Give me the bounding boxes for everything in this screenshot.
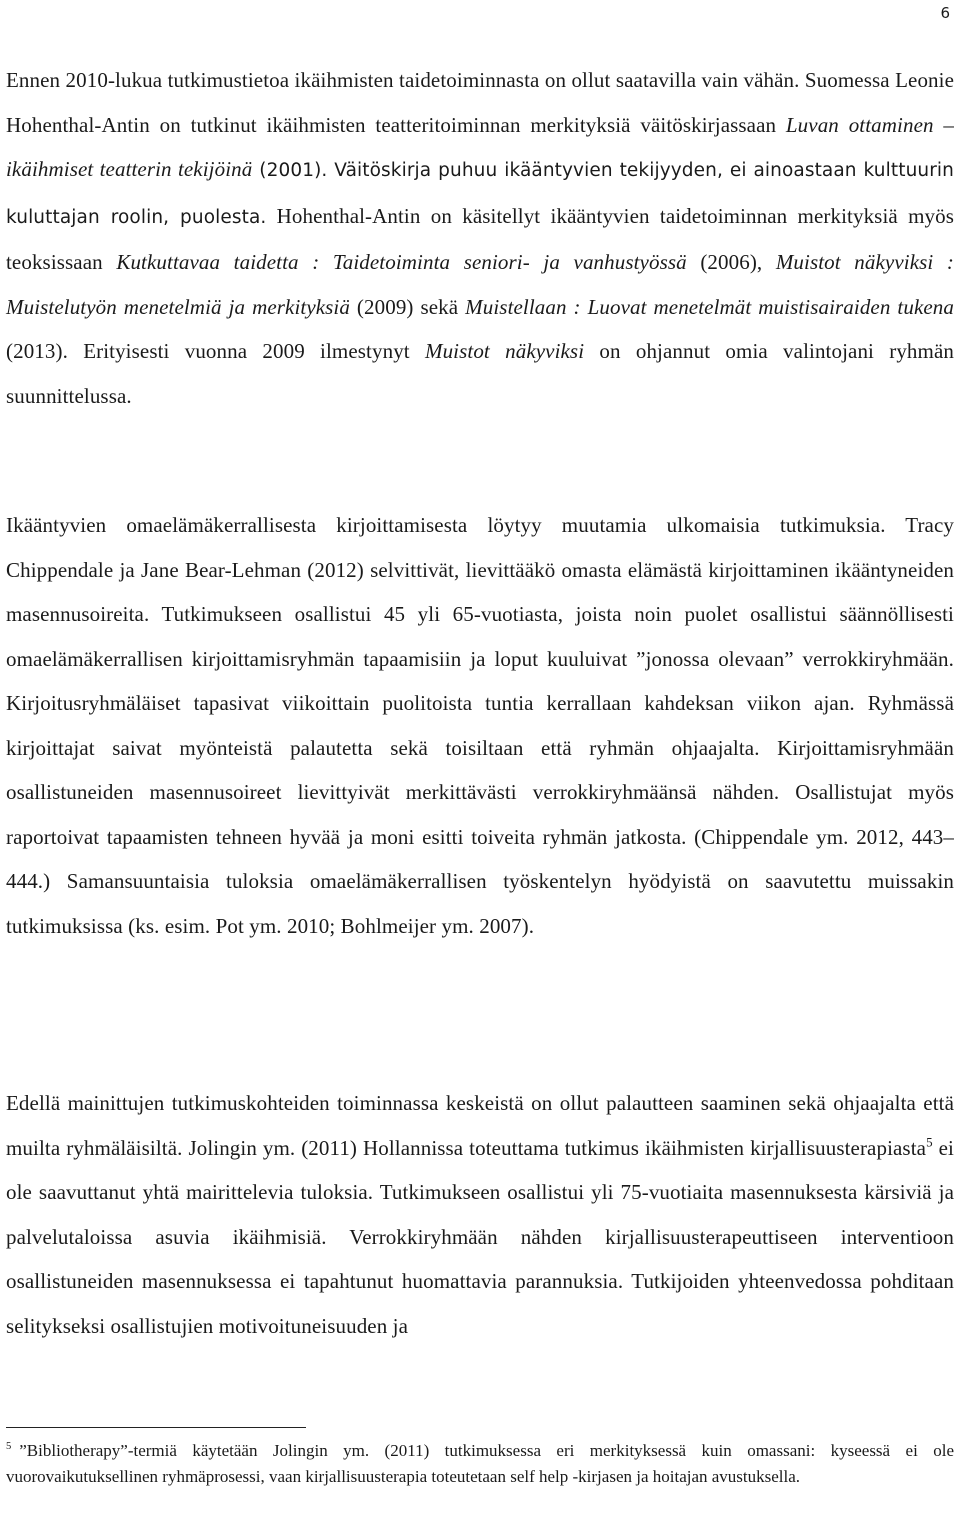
paragraph-2: Ikääntyvien omaelämäkerrallisesta kirjoittamisesta löytyy muutamia ulkomaisia tutkimuksia. Tracy Chippendale ja Jane Bear-Lehman (2012) selvittivät, lievittääkö omasta elämästä kirjoittaminen ikääntyneiden masennusoireita. Tutkimukseen osallistui 45 yli 65-vuotiasta, joista noin puolet osallistui säännöllisesti omaelämäkerrallisen kirjoittamisryhmän tapaamisiin ja loput kuuluivat ”jonossa olevaan” verrokkiryhmään. Kirjoitusryhmäläiset tapasivat viikoittain puolitoista tuntia kerrallaan kahdeksan viikon ajan. Ryhmässä kirjoittajat saivat myönteistä palautetta sekä toisiltaan että ryhmän ohjaajalta. Kirjoittamisryhmään osallistuneiden masennusoireet lievittyivät merkittävästi verrokkiryhmäänsä nähden. Osallistujat myös raportoivat tapaamisten tehneen hyvää ja moni esitti toiveita ryhmän jatkosta. (Chippendale ym. 2012, 443–444.) Samansuuntaisia tuloksia omaelämäkerrallisen työskentelyn hyödyistä on saavutettu muissakin tutkimuksissa (ks. esim. Pot ym. 2010; Bohlmeijer ym. 2007). (6, 513, 954, 938)
p3-text-b: ei ole saavuttanut yhtä mairittelevia tuloksia. Tutkimukseen osallistui yli 75-vuotiaita masennuksesta kärsiviä ja palvelutaloissa asuvia ikäihmisiä. Verrokkiryhmään nähden kirjallisuusterapeuttiseen interventioon osallistuneiden masennuksessa ei tapahtunut huomattavia parannuksia. Tutkijoiden yhteenvedossa pohditaan selitykseksi osallistujien motivoituneisuuden ja (6, 1135, 954, 1338)
p1-text-d: (2006), (686, 250, 776, 274)
p1-title-dissertation: Luvan ottaminen – ikäihmiset teatterin tekijöinä (6, 112, 954, 181)
p1-title-kutkuttavaa: Kutkuttavaa taidetta : Taidetoiminta seniori- ja vanhustyössä (116, 250, 687, 274)
p1-text-g: on ohjannut omia valintojani ryhmän suunnittelussa. (6, 339, 954, 408)
p1-title-muistot-short: Muistot näkyviksi (424, 339, 585, 363)
footnote-number: 5 (6, 1441, 12, 1453)
p1-title-muistot: Muistot näkyviksi : Muistelutyön menetelmiä ja merkityksiä (6, 250, 955, 319)
p1-text-e: (2009) sekä (349, 294, 466, 319)
footnote-reference[interactable]: 5 (926, 1134, 933, 1150)
p1-text-b: (2001). Väitöskirja puhuu ikääntyvien tekijyyden, ei ainoastaan kulttuurin kuluttajan roolin, puolesta. (6, 160, 954, 228)
footnote-separator (6, 1427, 306, 1428)
p3-text-a: Edellä mainittujen tutkimuskohteiden toiminnassa keskeistä on ollut palautteen saaminen sekä ohjaajalta että muilta ryhmäläisiltä. Jolingin ym. (2011) Hollannissa toteuttama tutkimus ikäihmisten kirjallisuusterapiasta (6, 1091, 954, 1160)
paragraph-1 (6, 58, 954, 418)
footnote (6, 1438, 954, 1489)
p1-text-a: Ennen 2010-lukua tutkimustietoa ikäihmisten taidetoiminnasta on ollut saatavilla vain vähän. Suomessa Leonie Hohenthal-Antin on tutkinut ikäihmisten teatteritoiminnan merkityksiä väitöskirjassaan (6, 68, 954, 137)
paragraph-3 (6, 1081, 954, 1348)
page-number: 6 (940, 4, 950, 22)
footnote-text: ”Bibliotherapy”-termiä käytetään Jolingin ym. (2011) tutkimuksessa eri merkityksessä kuin omassani: kyseessä ei ole vuorovaikutuksellinen ryhmäprosessi, vaan kirjallisuusterapia toteutetaan self help -kirjasen ja hoitajan avustuksella. (6, 1441, 954, 1486)
p1-text-f: (2013). Erityisesti vuonna 2009 ilmestynyt (6, 339, 425, 363)
p1-title-muistellaan: Muistellaan : Luovat menetelmät muistisairaiden tukena (465, 294, 954, 319)
p1-text-c: Hohenthal-Antin on käsitellyt ikääntyvien taidetoiminnan merkityksiä myös teoksissaan (6, 203, 955, 274)
